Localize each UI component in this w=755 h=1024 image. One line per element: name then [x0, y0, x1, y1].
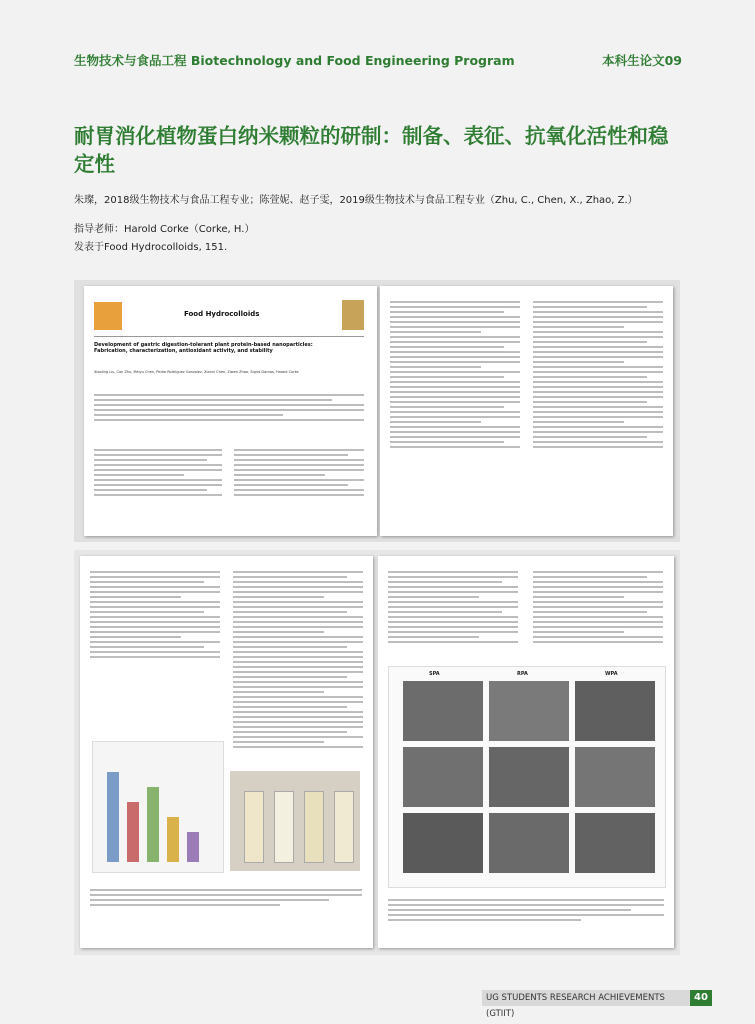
bar-1: [107, 772, 119, 862]
micro-panel-9: [575, 813, 655, 873]
body-column-right: [533, 568, 663, 646]
paper-title: 耐胃消化植物蛋白纳米颗粒的研制：制备、表征、抗氧化活性和稳定性: [74, 124, 669, 176]
gel-vial-3: [304, 791, 324, 863]
micro-panel-3: [575, 681, 655, 741]
authors-line: 朱璨，2018级生物技术与食品工程专业；陈萱妮、赵子雯，2019级生物技术与食品工程专业（Zhu, C., Chen, X., Zhao, Z.）: [74, 195, 638, 206]
figure-microscopy-grid: [388, 666, 666, 888]
paper-page-1: [84, 286, 377, 536]
body-column-left: [94, 446, 222, 499]
micro-panel-2: [489, 681, 569, 741]
journal-title: Food Hydrocolloids: [184, 310, 260, 318]
bar-4: [167, 817, 179, 862]
body-column-right: [233, 568, 363, 751]
abstract-block: [94, 391, 364, 424]
panel-label-wpa: WPA: [605, 671, 618, 677]
page-header: [74, 51, 682, 69]
paper-preview-panel-top: [74, 280, 680, 542]
micro-panel-8: [489, 813, 569, 873]
paper-preview-panel-bottom: [74, 550, 680, 955]
micro-panel-7: [403, 813, 483, 873]
journal-cover-thumb: [342, 300, 364, 330]
advisor-line: 指导老师：Harold Corke（Corke, H.）: [74, 224, 255, 235]
gel-vial-1: [244, 791, 264, 863]
article-authors: Xiaoling Liu, Can Zhu, Meiyu Chen, Pedro Rodriguez Gonzalez, Xianni Chen, Ziwen Zhao, Sigrid Dantas, Harold Corke: [94, 370, 299, 374]
bar-5: [187, 832, 199, 862]
body-column-left: [388, 568, 518, 646]
section-label: 本科生论文09: [602, 53, 682, 68]
panel-label-spa: SPA: [429, 671, 440, 677]
bar-3: [147, 787, 159, 862]
panel-label-rpa: RPA: [517, 671, 528, 677]
page-number: 40: [690, 990, 712, 1006]
figure-particle-bars: [92, 741, 224, 873]
journal-header: [94, 296, 364, 337]
gel-vial-2: [274, 791, 294, 863]
body-column-left: [90, 568, 220, 661]
bar-2: [127, 802, 139, 862]
body-column-right: [234, 446, 364, 499]
figure-caption: [388, 896, 664, 924]
program-title: 生物技术与食品工程 Biotechnology and Food Engineering Program: [74, 53, 515, 68]
footer-label: UG STUDENTS RESEARCH ACHIEVEMENTS (GTIIT): [482, 990, 690, 1006]
body-column-right: [533, 298, 663, 451]
micro-panel-5: [489, 747, 569, 807]
page-footer: [0, 986, 755, 1019]
gel-vial-4: [334, 791, 354, 863]
micro-panel-4: [403, 747, 483, 807]
micro-panel-1: [403, 681, 483, 741]
paper-page-2: [380, 286, 673, 536]
paper-page-4: [378, 556, 674, 948]
article-title: Development of gastric digestion-tolerant plant protein-based nanoparticles: Fabrication, characterization, antioxidant activity, and stability: [94, 342, 313, 354]
publication-line: 发表于Food Hydrocolloids, 151.: [74, 242, 228, 253]
body-column-left: [390, 298, 520, 451]
figure-caption: [90, 886, 362, 909]
micro-panel-6: [575, 747, 655, 807]
elsevier-logo: [94, 302, 122, 330]
paper-page-3: [80, 556, 373, 948]
figure-gel-photo: [230, 771, 360, 871]
